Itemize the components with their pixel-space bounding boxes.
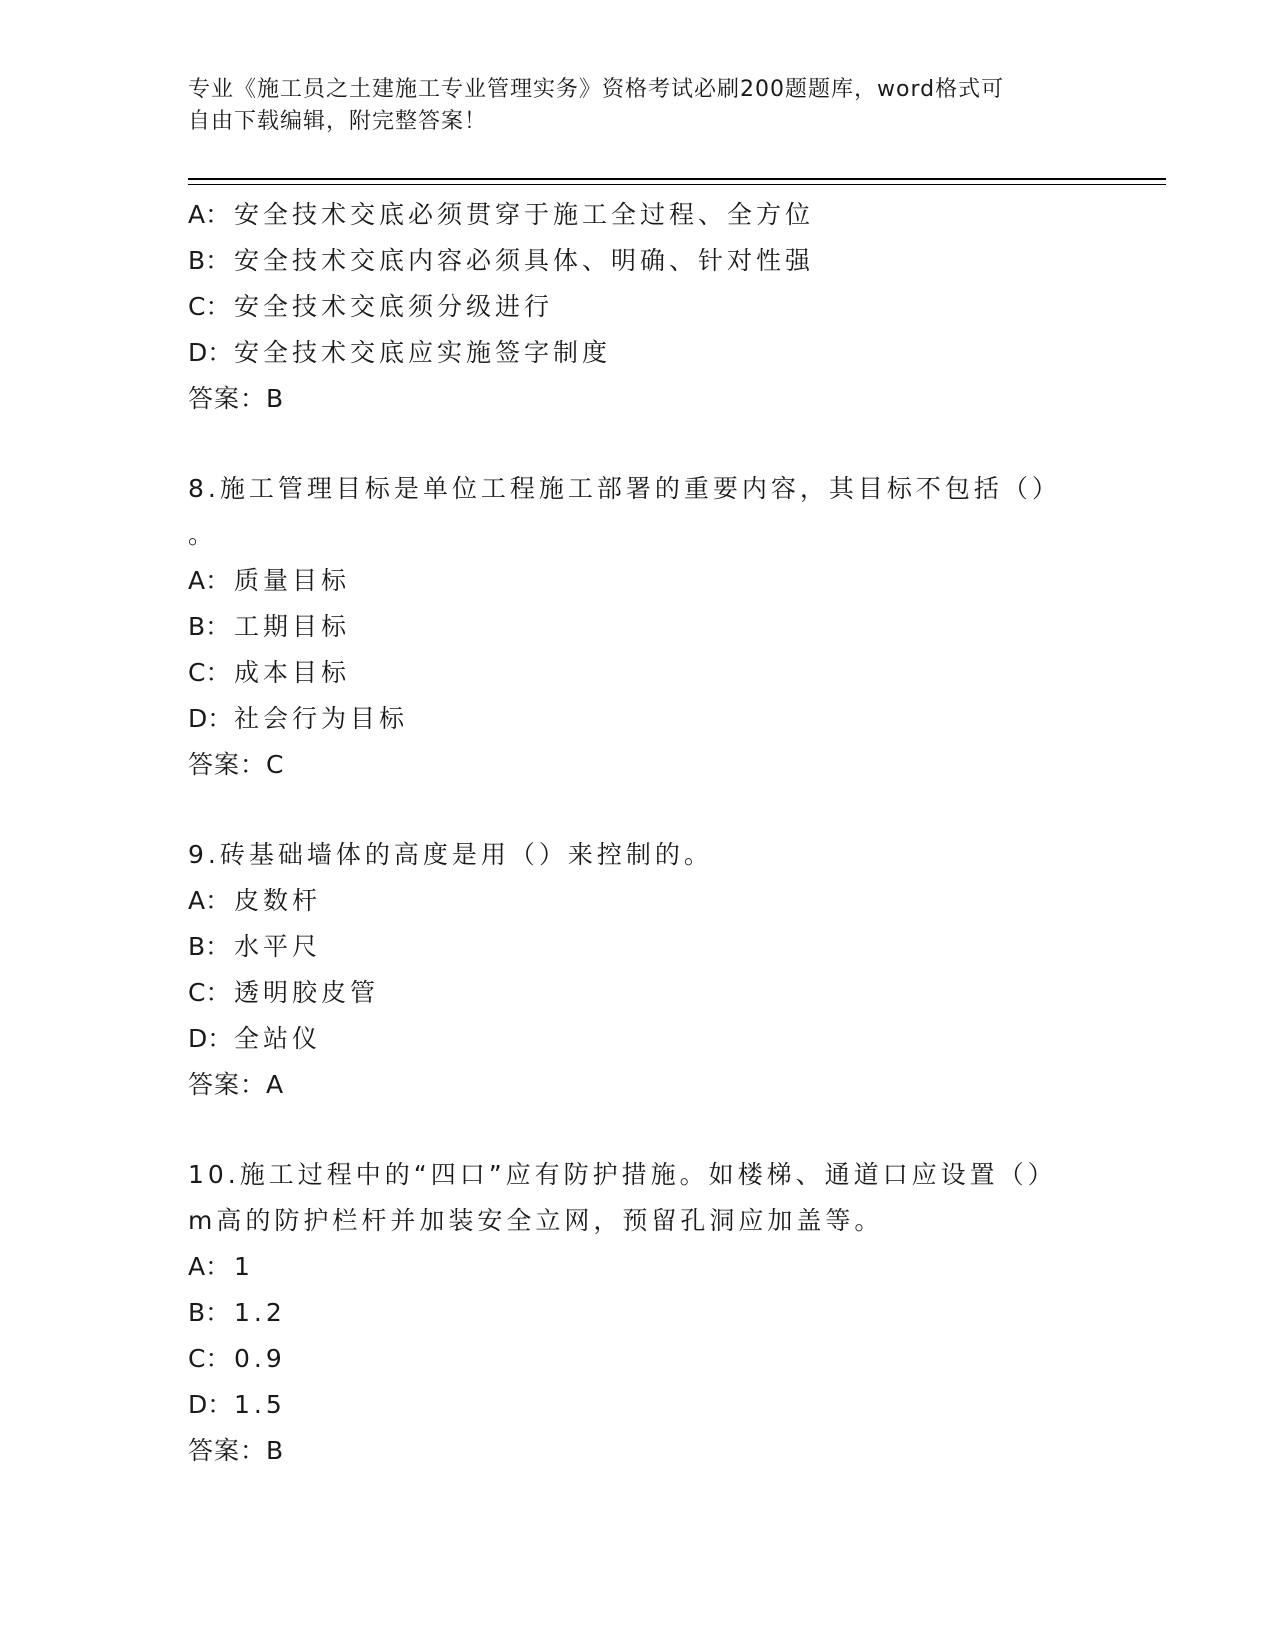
option-a <box>188 558 1068 604</box>
option-text: 成本目标 <box>234 658 351 687</box>
option-label: C： <box>188 658 231 687</box>
answer-line: 答案：B <box>188 384 285 413</box>
header-divider <box>188 178 1166 185</box>
option-label: A： <box>188 886 231 915</box>
answer-line: 答案：B <box>188 1436 285 1465</box>
option-b <box>188 1290 1068 1336</box>
option-text: 1 <box>234 1252 254 1281</box>
header-line-1: 专业《施工员之土建施工专业管理实务》资格考试必刷200题题库，word格式可 <box>188 77 1005 102</box>
option-c <box>188 284 1068 330</box>
question-text-continued: m高的防护栏杆并加装安全立网，预留孔洞应加盖等。 <box>188 1206 884 1235</box>
option-label: C： <box>188 292 231 321</box>
option-d <box>188 1016 1068 1062</box>
option-label: D： <box>188 1024 233 1053</box>
option-label: D： <box>188 338 233 367</box>
option-b <box>188 604 1068 650</box>
option-c <box>188 650 1068 696</box>
option-text: 社会行为目标 <box>234 704 409 733</box>
question-text: 10.施工过程中的“四口”应有防护措施。如楼梯、通道口应设置（） <box>188 1160 1057 1189</box>
question-7 <box>188 192 1068 422</box>
option-text: 皮数杆 <box>234 886 322 915</box>
option-text: 质量目标 <box>234 566 351 595</box>
option-label: D： <box>188 1390 233 1419</box>
option-d <box>188 1382 1068 1428</box>
option-label: A： <box>188 1252 231 1281</box>
option-label: B： <box>188 246 231 275</box>
question-text: 8.施工管理目标是单位工程施工部署的重要内容，其目标不包括（） <box>188 474 1061 503</box>
option-text: 全站仪 <box>234 1024 322 1053</box>
question-10 <box>188 1152 1068 1474</box>
option-label: A： <box>188 200 231 229</box>
option-label: B： <box>188 1298 231 1327</box>
option-text: 安全技术交底内容必须具体、明确、针对性强 <box>234 246 815 275</box>
option-text: 安全技术交底应实施签字制度 <box>234 338 612 367</box>
option-c <box>188 1336 1068 1382</box>
question-text-continued: 。 <box>188 520 218 549</box>
option-label: B： <box>188 612 231 641</box>
question-9 <box>188 832 1068 1108</box>
option-a <box>188 192 1068 238</box>
option-label: C： <box>188 978 231 1007</box>
option-label: B： <box>188 932 231 961</box>
question-list <box>188 192 1068 1474</box>
header-line-2: 自由下载编辑，附完整答案！ <box>188 109 488 134</box>
answer-line: 答案：C <box>188 750 285 779</box>
option-text: 1.5 <box>234 1390 286 1419</box>
question-8 <box>188 466 1068 788</box>
answer-line: 答案：A <box>188 1070 285 1099</box>
option-a <box>188 878 1068 924</box>
option-d <box>188 696 1068 742</box>
option-text: 安全技术交底必须贯穿于施工全过程、全方位 <box>234 200 815 229</box>
option-text: 1.2 <box>234 1298 286 1327</box>
option-text: 水平尺 <box>234 932 322 961</box>
option-text: 透明胶皮管 <box>234 978 380 1007</box>
option-label: A： <box>188 566 231 595</box>
option-label: C： <box>188 1344 231 1373</box>
option-text: 安全技术交底须分级进行 <box>234 292 554 321</box>
document-header <box>188 74 1068 138</box>
option-b <box>188 924 1068 970</box>
option-b <box>188 238 1068 284</box>
question-text: 9.砖基础墙体的高度是用（）来控制的。 <box>188 840 713 869</box>
option-text: 0.9 <box>234 1344 286 1373</box>
option-a <box>188 1244 1068 1290</box>
option-c <box>188 970 1068 1016</box>
option-label: D： <box>188 704 233 733</box>
option-text: 工期目标 <box>234 612 351 641</box>
option-d <box>188 330 1068 376</box>
